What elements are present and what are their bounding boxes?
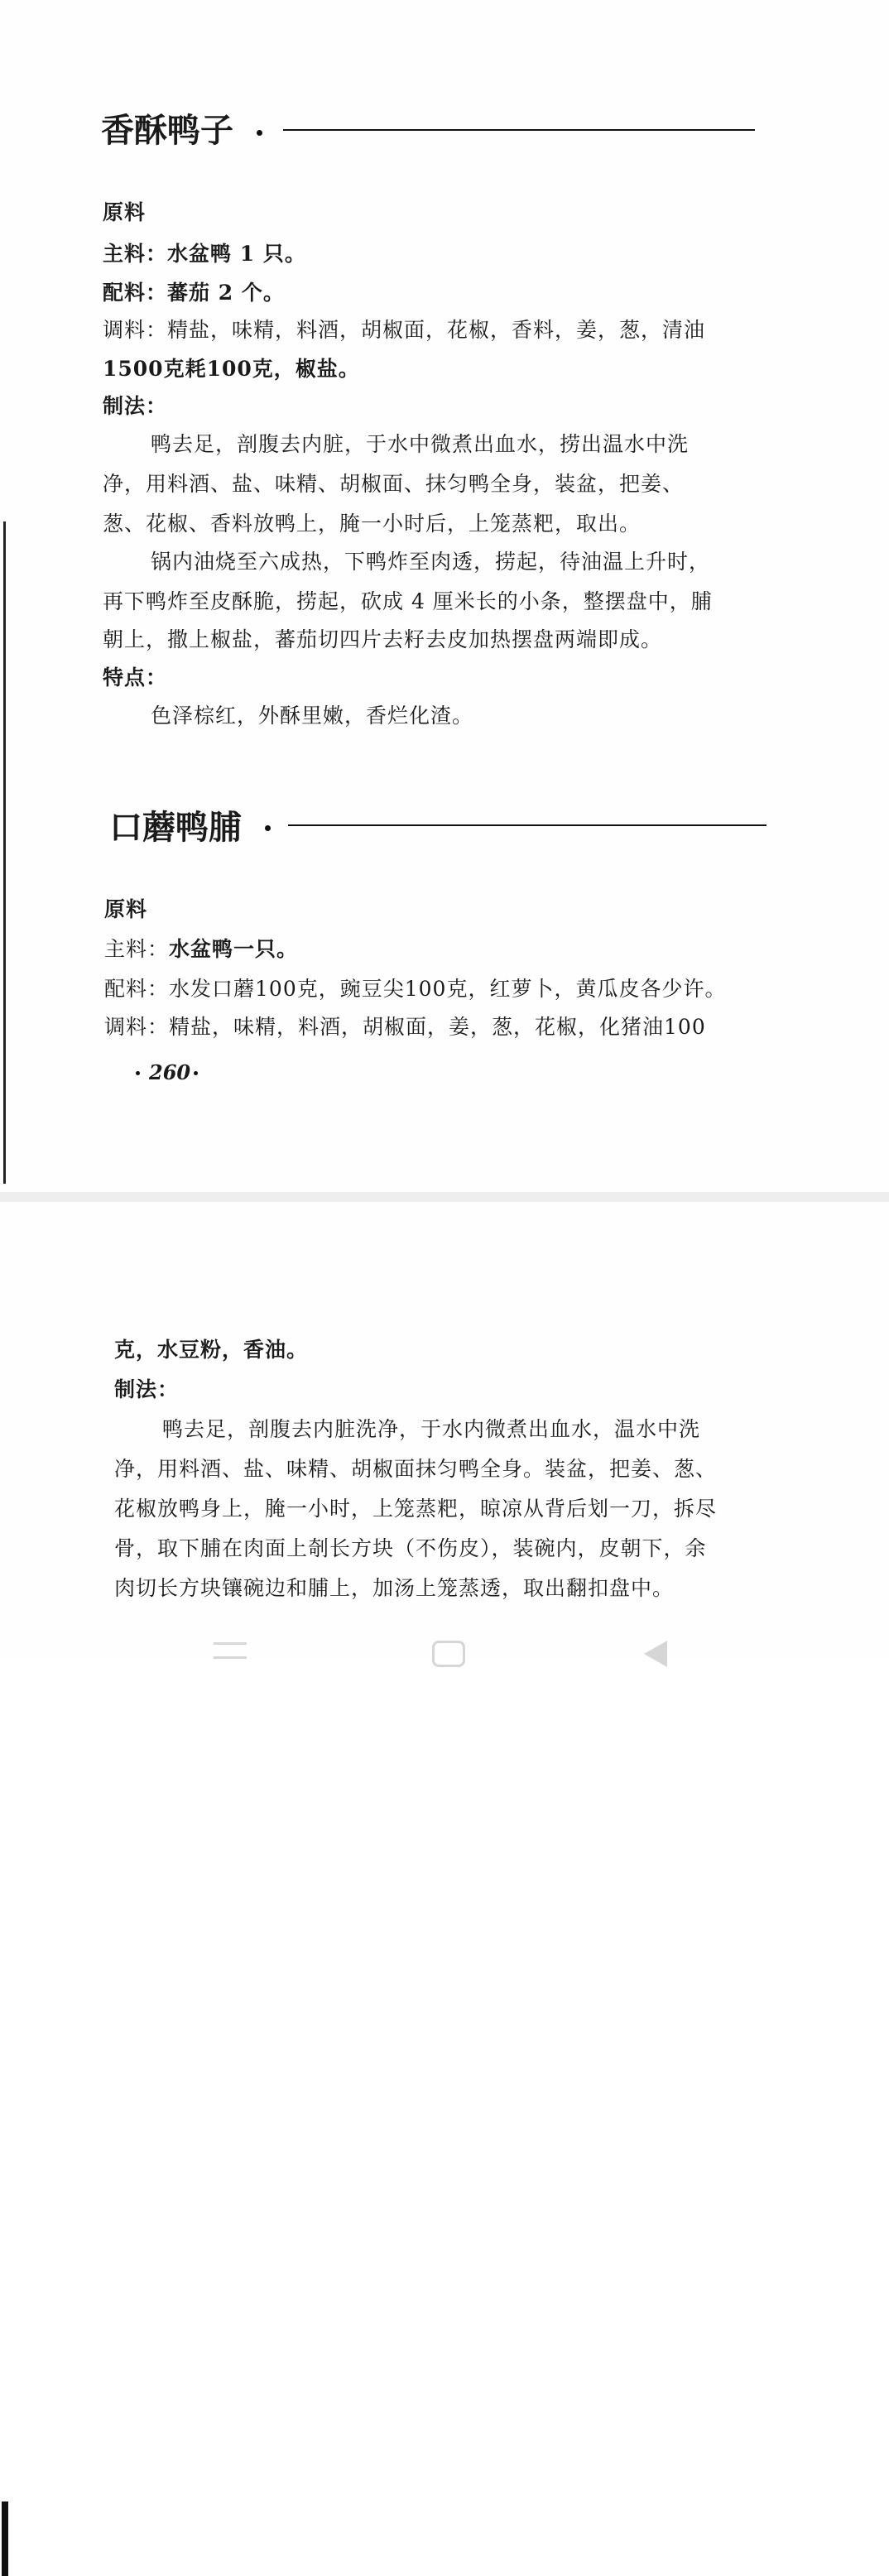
seasoning-row-cont: 1500克耗100克，椒盐。 xyxy=(103,357,360,381)
page-number-dot-right xyxy=(194,1071,198,1075)
method-heading: 制法： xyxy=(103,394,168,418)
method-line: 骨，取下脯在肉面上剞长方块（不伤皮），装碗内，皮朝下，余 xyxy=(114,1536,707,1560)
continuation-line: 克，水豆粉，香油。 xyxy=(114,1338,309,1362)
side-ingredient-row xyxy=(104,978,726,999)
seasoning-row xyxy=(103,320,705,340)
menu-icon[interactable] xyxy=(214,1642,247,1659)
recipe-title: 口蘑鸭脯 xyxy=(109,808,242,847)
home-icon[interactable] xyxy=(432,1641,465,1667)
page-number: 260 xyxy=(149,1060,191,1084)
method-heading: 制法： xyxy=(114,1377,180,1401)
ingredients-heading: 原料 xyxy=(104,897,148,921)
seasoning-value: 精盐，味精，料酒，胡椒面，花椒，香料，姜，葱，清油 xyxy=(167,318,706,342)
seasoning-label: 调料： xyxy=(103,318,168,342)
page-shadow-edge xyxy=(3,521,6,1184)
main-ingredient-value: 水盆鸭 1 只。 xyxy=(167,242,306,266)
method-line: 葱、花椒、香料放鸭上，腌一小时后，上笼蒸粑，取出。 xyxy=(103,512,642,536)
title-bullet xyxy=(257,130,262,136)
main-ingredient-row xyxy=(104,939,298,959)
method-line: 鸭去足，剖腹去内脏洗净，于水内微煮出血水，温水中洗 xyxy=(162,1417,701,1441)
method-line: 净，用料酒、盐、味精、胡椒面、抹匀鸭全身，装盆，把姜、 xyxy=(103,472,685,496)
method-line: 朝上，撒上椒盐，蕃茄切四片去籽去皮加热摆盘两端即成。 xyxy=(103,627,663,651)
side-ingredient-label: 配料： xyxy=(104,977,170,1001)
page-number-dot-left xyxy=(136,1071,140,1075)
method-line: 锅内油烧至六成热，下鸭炸至肉透，捞起，待油温上升时， xyxy=(151,550,711,574)
features-text: 色泽棕红，外酥里嫩，香烂化渣。 xyxy=(151,704,474,728)
back-icon[interactable] xyxy=(644,1641,667,1667)
ingredients-heading: 原料 xyxy=(103,200,147,224)
side-ingredient-row xyxy=(103,282,285,303)
page-shadow-edge xyxy=(2,2502,8,2576)
method-line: 花椒放鸭身上，腌一小时，上笼蒸粑，晾凉从背后划一刀，拆尽 xyxy=(114,1497,718,1521)
method-line: 鸭去足，剖腹去内脏，于水中微煮出血水，捞出温水中洗 xyxy=(151,432,690,456)
features-heading: 特点： xyxy=(103,666,168,690)
seasoning-label: 调料： xyxy=(104,1015,170,1039)
recipe-title: 香酥鸭子 xyxy=(101,111,233,150)
method-line: 肉切长方块镶碗边和脯上，加汤上笼蒸透，取出翻扣盘中。 xyxy=(114,1576,675,1600)
title-rule xyxy=(283,129,755,131)
book-page-261 xyxy=(0,1202,889,1616)
side-ingredient-label: 配料： xyxy=(103,281,168,305)
main-ingredient-value: 水盆鸭一只。 xyxy=(169,937,299,961)
method-line: 净，用料酒、盐、味精、胡椒面抹匀鸭全身。装盆，把姜、葱、 xyxy=(114,1457,718,1481)
main-ingredient-label: 主料： xyxy=(104,937,170,961)
main-ingredient-label: 主料： xyxy=(103,242,168,266)
page-separator xyxy=(0,1192,889,1202)
book-page-260 xyxy=(0,0,889,1192)
seasoning-value: 精盐，味精，料酒，胡椒面，姜，葱，花椒，化猪油100 xyxy=(169,1015,706,1039)
side-ingredient-value: 水发口蘑100克，豌豆尖100克，红萝卜，黄瓜皮各少许。 xyxy=(169,977,727,1001)
method-line: 再下鸭炸至皮酥脆，捞起，砍成 4 厘米长的小条，整摆盘中，脯 xyxy=(103,589,713,613)
seasoning-row xyxy=(104,1016,706,1037)
title-rule xyxy=(288,824,766,826)
main-ingredient-row xyxy=(103,243,306,264)
side-ingredient-value: 蕃茄 2 个。 xyxy=(167,281,285,305)
title-bullet xyxy=(265,825,271,831)
